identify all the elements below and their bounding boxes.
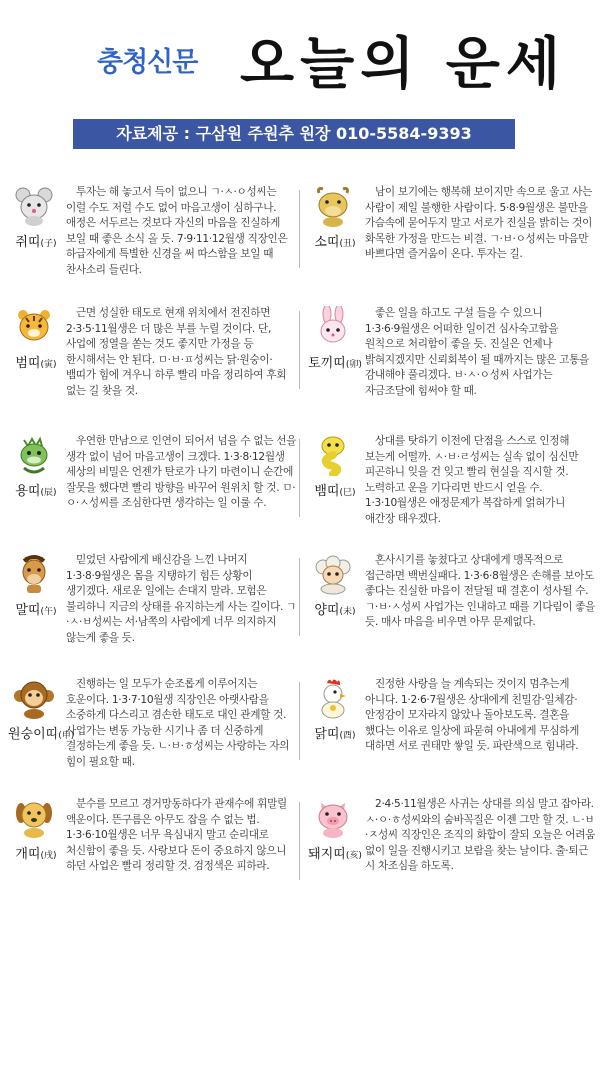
zodiac-name: 돼지띠(亥) <box>308 847 362 862</box>
fortune-entry-snake <box>307 434 597 544</box>
column-divider <box>299 439 300 517</box>
fortune-entry-ox <box>307 185 597 295</box>
sheep-icon <box>313 553 353 595</box>
fortune-entry-monkey <box>8 677 298 787</box>
column-divider <box>299 190 300 268</box>
fortune-text: 투자는 해 놓고서 득이 없으니 ㄱ·ㅅ·ㅇ성씨는 이럴 수도 저럴 수도 없어 마음고생이 심하구나. 애정은 서두르는 것보다 자신의 마음을 진실하게 보일 때 좋은 소식 올 듯. 7·9·11·12월생 직장인은 하급자에게 특별한 신경을 써 따스함을 보일 때 찬사소리 들린다. <box>66 186 288 276</box>
dog-icon <box>14 797 54 839</box>
fortune-text: 믿었던 사람에게 배신감을 느낀 나머지 1·3·8·9월생은 몸을 지탱하기 힘든 상황이 생기겠다. 새로운 일에는 손대지 말라. 모험은 불리하니 지금의 상태를 유지하는게 사는 길이다. ㄱ·ㅅ·ㅂ성씨는 서·남쪽의 사람에게 너무 의지하지 않는게 좋을 듯. <box>66 554 297 644</box>
fortune-entry-sheep <box>307 553 597 663</box>
zodiac-name: 토끼띠(卯) <box>308 356 362 371</box>
fortune-entry-rabbit <box>307 306 597 416</box>
zodiac-name: 양띠(未) <box>314 603 356 618</box>
fortune-text: 진행하는 일 모두가 순조롭게 이루어지는 호운이다. 1·3·7·10월생 직장인은 아랫사람을 소중하게 다스리고 겸손한 태도로 대인 관계할 것. 사업가는 변동 가능한 시기나 좀 더 신중하게 결정하는게 좋을 듯. ㄴ·ㅂ·ㅎ성씨는 사랑하는 자의 힘이 필요할 때. <box>66 678 290 768</box>
fortune-text: 남이 보기에는 행복해 보이지만 속으로 울고 사는 사람이 제일 불행한 사람이다. 5·8·9월생은 불만을 가슴속에 묻어두지 말고 서로가 진실을 밝히는 것이 화목한 가정을 만드는 비결. ㄱ·ㅂ·ㅇ성씨는 마음만 바쁘다면 즐거움이 온다. 투자는 길. <box>365 186 593 261</box>
fortune-text: 분수를 모르고 경거망동하다가 관재수에 휘말릴 액운이다. 뜬구름은 아무도 잡을 수 없는 법. 1·3·6·10월생은 너무 욕심내지 말고 순리대로 처신함이 좋을 듯. 사랑보다 돈이 중요하지 않으니 하던 사업은 빨리 정리할 것. 검정색은 피하라. <box>66 798 287 873</box>
zodiac-name: 원숭이띠(申) <box>8 727 75 742</box>
fortune-entry-dog <box>8 797 298 907</box>
fortune-text: 2·4·5·11월생은 사귀는 상대를 의심 말고 잡아라. ㅅ·ㅇ·ㅎ성씨와의 숨바꼭질은 이젠 그만 할 것. ㄴ·ㅂ·ㅈ성씨 직장인은 조직의 화합이 잘되 오늘은 어려움 없이 일을 진행시키고 보람을 찾는 날이다. 출·퇴근 시 차조심을 하도록. <box>365 798 596 873</box>
zodiac-name: 소띠(丑) <box>314 235 356 250</box>
pig-icon <box>313 797 353 839</box>
rabbit-icon <box>313 306 353 348</box>
fortune-text: 상대를 탓하기 이전에 단점을 스스로 인정해 보는게 어떨까. ㅅ·ㅂ·ㄹ성씨는 실속 없이 심신만 피곤하니 잊을 건 잊고 빨리 현실을 직시할 것. 노력하고 운을 기다리면 반드시 얻을 수. 1·3·10월생은 애정문제가 복잡하게 얽혀가니 애간장 태우겠다. <box>365 435 579 525</box>
fortune-text: 우연한 만남으로 인연이 되어서 넘을 수 없는 선을 생각 없이 넘어 마음고생이 크겠다. 1·3·8·12월생 세상의 비밀은 언젠가 탄로가 나기 마련이니 순간에 잘못을 했다면 빨리 방향을 바꾸어 원위치 할 것. ㅁ·ㅇ·ㅅ성씨를 조심한다면 생각하는 일 이룰 수. <box>66 435 297 510</box>
dragon-icon <box>14 434 54 476</box>
fortune-entry-rat <box>8 185 298 295</box>
zodiac-name: 용띠(辰) <box>15 484 57 499</box>
zodiac-name: 쥐띠(子) <box>15 235 57 250</box>
horse-icon <box>14 553 54 595</box>
zodiac-name: 범띠(寅) <box>15 356 57 371</box>
fortune-entry-tiger <box>8 306 298 416</box>
source-banner: 자료제공 : 구삼원 주원추 원장 010-5584-9393 <box>73 119 515 149</box>
monkey-icon <box>14 677 54 719</box>
column-divider <box>299 311 300 389</box>
fortune-text: 근면 성실한 태도로 현재 위치에서 전진하면 2·3·5·11월생은 더 많은 부를 누릴 것이다. 단, 사업에 정열을 쏟는 것도 좋지만 가정을 등 한시해서는 안 된다. ㅁ·ㅂ·ㅍ성씨는 닭·원숭이·뱀띠가 힘에 겨우니 하루 빨리 마음 정리하여 후회 없는 길 찾을 것. <box>66 307 287 397</box>
fortune-text: 진정한 사랑을 늘 계속되는 것이지 멈추는게 아니다. 1·2·6·7월생은 상대에게 친밀감·일체감·안정감이 모자라지 않았나 돌아보도록. 결혼을 했다는 이유로 일상에 파묻혀 아내에게 무심하게 대하면 서로 권태만 쌓일 듯. 파란색으로 힘내라. <box>365 678 580 753</box>
tiger-icon <box>14 306 54 348</box>
zodiac-name: 닭띠(酉) <box>314 727 356 742</box>
fortune-text: 좋은 일을 하고도 구설 들을 수 있으니 1·3·6·9월생은 어떠한 일이건 심사숙고함을 원칙으로 처리함이 좋을 듯. 진실은 언제나 밝혀지겠지만 신뢰회복이 될 때까지는 많은 고통을 감내해야 풀리겠다. ㅂ·ㅅ·ㅇ성씨 사업가는 자금조달에 힘써야 할 때. <box>365 307 589 397</box>
ox-icon <box>313 185 353 227</box>
column-divider <box>299 802 300 880</box>
column-divider <box>299 682 300 760</box>
zodiac-name: 개띠(戌) <box>15 847 57 862</box>
fortune-entry-horse <box>8 553 298 663</box>
rat-icon <box>14 185 54 227</box>
column-divider <box>299 558 300 636</box>
fortune-entry-dragon <box>8 434 298 544</box>
rooster-icon <box>313 677 353 719</box>
zodiac-name: 뱀띠(巳) <box>314 484 356 499</box>
fortune-entry-rooster <box>307 677 597 787</box>
header <box>0 0 600 115</box>
zodiac-name: 말띠(午) <box>15 603 57 618</box>
page-title: 오늘의 운세 <box>240 31 566 97</box>
newspaper-logo: 충청신문 <box>97 47 198 78</box>
snake-icon <box>313 434 353 476</box>
fortune-text: 혼사시기를 놓쳤다고 상대에게 맹목적으로 접근하면 백번실패다. 1·3·6·8월생은 손해를 보아도 좋다는 진실한 마음이 전달될 때 결혼이 성사될 수. ㄱ·ㅂ·ㅅ성씨 사업가는 인내하고 때를 기다림이 좋을 듯. 매사 마음을 비우면 아무 문제없다. <box>365 554 596 629</box>
fortune-entry-pig <box>307 797 597 907</box>
